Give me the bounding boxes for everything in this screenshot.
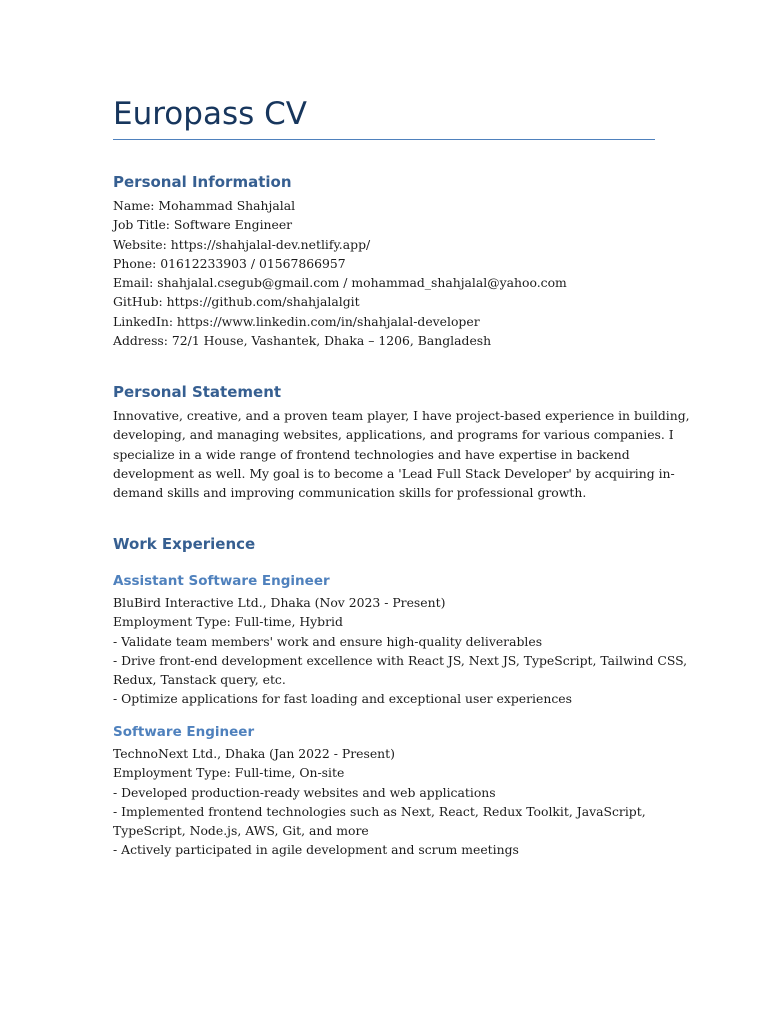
job-duty: - Developed production-ready websites and web applications [113, 784, 496, 800]
job-duty-continued: Redux, Tanstack query, etc. [113, 672, 286, 688]
personal-statement-text [113, 406, 690, 502]
info-github: GitHub: https://github.com/shahjalalgit [113, 294, 360, 310]
job-duty-continued: TypeScript, Node.js, AWS, Git, and more [113, 823, 369, 839]
job-employment-type: Employment Type: Full-time, Hybrid [113, 614, 343, 630]
job-entry [113, 722, 655, 860]
job-duty: - Validate team members' work and ensure high-quality deliverables [113, 633, 543, 649]
statement-line: development as well. My goal is to become a 'Lead Full Stack Developer' by acquiring in- [113, 465, 675, 481]
job-duty: - Implemented frontend technologies such as Next, React, Redux Toolkit, JavaScript, [113, 803, 646, 819]
document-title: Europass CV [113, 96, 307, 132]
info-phone: Phone: 01612233903 / 01567866957 [113, 255, 346, 271]
info-name: Name: Mohammad Shahjalal [113, 198, 296, 213]
statement-line: demand skills and improving communication skills for professional growth. [113, 485, 587, 501]
section-heading-work-experience: Work Experience [113, 535, 256, 553]
personal-information-details [113, 196, 655, 350]
info-linkedin: LinkedIn: https://www.linkedin.com/in/shahjalal-developer [113, 313, 480, 329]
info-address: Address: 72/1 House, Vashantek, Dhaka – 1206, Bangladesh [113, 333, 492, 349]
info-website: Website: https://shahjalal-dev.netlify.app/ [113, 236, 371, 252]
job-title: Assistant Software Engineer [113, 573, 330, 589]
job-duty: - Drive front-end development excellence with React JS, Next JS, TypeScript, Tailwind CSS, [113, 652, 688, 668]
job-duty: - Actively participated in agile development and scrum meetings [113, 842, 519, 858]
work-experience-section [113, 533, 655, 555]
job-entry [113, 571, 688, 709]
info-job-title: Job Title: Software Engineer [113, 217, 293, 233]
job-details [113, 593, 688, 709]
job-company: BluBird Interactive Ltd., Dhaka (Nov 2023 - Present) [113, 595, 446, 610]
job-employment-type: Employment Type: Full-time, On-site [113, 765, 345, 781]
statement-line: Innovative, creative, and a proven team player, I have project-based experience in building, [113, 408, 690, 423]
job-company: TechnoNext Ltd., Dhaka (Jan 2022 - Present) [113, 746, 395, 761]
job-duty: - Optimize applications for fast loading and exceptional user experiences [113, 691, 572, 707]
personal-statement-section [113, 381, 690, 502]
statement-line: developing, and managing websites, applications, and programs for various companies. I [113, 427, 674, 443]
personal-information-section [113, 171, 655, 350]
statement-line: specialize in a wide range of frontend technologies and have expertise in backend [113, 446, 630, 462]
section-heading-personal-information: Personal Information [113, 173, 292, 191]
section-heading-personal-statement: Personal Statement [113, 383, 282, 401]
job-title: Software Engineer [113, 724, 255, 740]
job-details [113, 744, 655, 860]
info-email: Email: shahjalal.csegub@gmail.com / mohammad_shahjalal@yahoo.com [113, 275, 567, 291]
title-divider [113, 139, 655, 140]
